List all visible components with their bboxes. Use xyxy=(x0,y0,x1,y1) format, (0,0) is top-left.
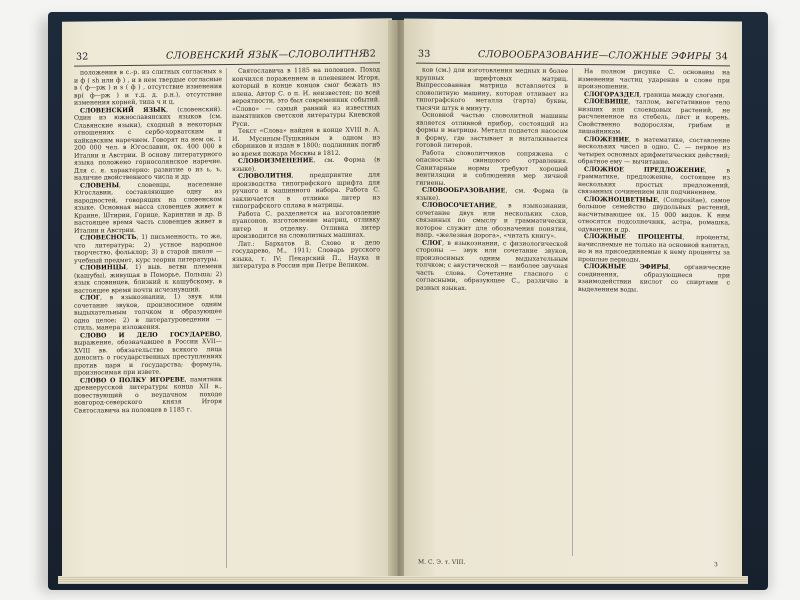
entry-text: выражение, обозначавшее в России XVII—XVIII вв. обязательство всякого лица доносить о государственных преступлениях против царя и государства; формула, произносимая при извете. xyxy=(74,338,222,377)
signature-mark: М. С. Э. т. VIII. xyxy=(418,558,466,567)
entry-headword: СЛОВЕНСКИЙ ЯЗЫК xyxy=(80,106,167,115)
entry-text: Лит.: Бархатов В. Слово и дело государево, М., 1911; Словарь русского языка, т. IV; Пекарский П., Наука и литература в России при Петре Великом. xyxy=(232,238,380,270)
entry-text: Работа С. разделяется на изготовление пуансонов, изготовление матриц, отливку литер и отделку. Отливка литер производится на словолитных машинах. xyxy=(232,208,380,240)
entry-paragraph: СЛОГ, в языкознании, с физиологической стороны — звук или сочетание звуков, произносимых одним выдыхательным толчком; с акустической — наиболее звучная часть слова. Сочетание гласного с согласными, образующее С., различно в разных языках. xyxy=(416,239,568,292)
entry-headword: СЛОЖНЫЕ ПРОЦЕНТЫ xyxy=(584,233,683,241)
left-running-head: СЛОВЕНСКИЙ ЯЗЫК—СЛОВОЛИТНЯ xyxy=(166,48,367,62)
right-column-divider xyxy=(572,68,573,556)
entry-paragraph: СЛОВОЛИТНЯ, предприятие для производства типографского шрифта для ручного и машинного набора. Работа С. заключается в отливке литер из типографского сплава в матрицы. xyxy=(232,171,380,210)
entry-text: проценты, начисляемые не только на основной капитал, но и на присоединяемые к нему проценты за прошлые периоды. xyxy=(578,234,730,264)
entry-paragraph xyxy=(578,68,730,92)
entry-paragraph xyxy=(416,67,568,113)
entry-headword: СЛОВЕНЫ xyxy=(80,181,120,190)
entry-paragraph: СЛОГ, в языкознании, 1) звук или сочетание звуков, произносимое одним выдыхательным толчком и образующее одно целое; 2) в литературоведении — стиль, манера изложения. xyxy=(74,293,222,332)
entry-headword: СЛОВОИЗМЕНЕНИЕ xyxy=(238,157,314,165)
right-page-number-inner: 33 xyxy=(418,48,431,60)
entry-text: см. Форма (в языке). xyxy=(416,187,568,202)
entry-headword: СЛОЖЕНИЕ xyxy=(584,135,630,143)
entry-headword: СЛОВО О ПОЛКУ ИГОРЕВЕ xyxy=(80,375,185,385)
entry-paragraph: СЛОЖЕНИЕ, в математике, составление нескольких чисел в одно. С. — первое из четырех основных арифметических действий; обратное ему — вычитание. xyxy=(578,135,730,166)
entry-text: Основной частью словолитной машины является отливной прибор, состоящий из формы и матрицы. Металл подается насосом в форму, где застывает и выталкивается готовой литерой. xyxy=(416,111,568,150)
entry-paragraph: СЛОЖНОЕ ПРЕДЛОЖЕНИЕ, в грамматике, предложение, состоящее из нескольких простых предложений, связанных сочинением или подчинением. xyxy=(578,165,730,197)
entry-headword: СЛОВОСОЧЕТАНИЕ xyxy=(422,201,496,210)
entry-paragraph: СЛОЖНЫЕ ПРОЦЕНТЫ, проценты, начисляемые не только на основной капитал, но и на присоединяемые к нему проценты за прошлые периоды. xyxy=(578,233,730,264)
entry-paragraph: СЛОВО И ДЕЛО ГОСУДАРЕВО, выражение, обозначавшее в России XVII—XVIII вв. обязательство всякого лица доносить о государственных преступлениях против царя и государства; формула, произносимая при извете. xyxy=(74,330,222,377)
entry-headword: СЛОГ xyxy=(80,294,101,302)
right-page-number-outer: 34 xyxy=(715,51,728,63)
entry-text: в языкознании, сочетание двух или нескольких слов, связанных по смыслу и грамматически, которое служит для обозначения понятия, напр. «железная дорога», «читать книгу». xyxy=(416,202,568,240)
entry-paragraph: СЛОВИНЦЫ, 1) выв. ветви племени (кашубы), живущая в Поморье, Польша; 2) язык словинцев, близкий к кашубскому, в настоящее время почти исчезнувший. xyxy=(74,263,222,295)
entry-text: Текст «Слова» найден в конце XVIII в. А. И. Мусиным-Пушкиным в одном из сборников и издан в 1800; подлинник погиб во время пожара Москвы в 1812. xyxy=(232,126,380,158)
entry-text: предприятие для производства типографского шрифта для ручного и машинного набора. Работа С. заключается в отливке литер из типографского сплава в матрицы. xyxy=(232,171,380,210)
entry-text: Работа словолитчиков сопряжена с опасностью свинцового отравления. Санитарные нормы требуют хорошей вентиляции и соблюдения мер личной гигиены. xyxy=(416,149,568,187)
entry-paragraph xyxy=(416,112,568,151)
entry-paragraph xyxy=(74,68,222,107)
left-column-divider xyxy=(226,68,227,568)
entry-text: см. Форма (в языке). xyxy=(232,156,380,173)
entry-paragraph: СЛОЖНЫЕ ЭФИРЫ, органические соединения, образующиеся при взаимодействии кислот со спиртами с выделением воды. xyxy=(578,263,730,294)
right-page xyxy=(404,19,742,582)
entry-text: 1) письменность, то же, что литература; 2) устное народное творчество, фольклор; 3) в старой школе — учебный предмет, курс теории литературы. xyxy=(74,233,222,265)
entry-text: органические соединения, образующиеся при взаимодействии кислот со спиртами с выделением воды. xyxy=(578,263,730,294)
entry-text: граница между слогами. xyxy=(643,91,725,99)
left-page xyxy=(62,18,392,581)
entry-paragraph xyxy=(416,149,568,188)
entry-text: На полном рисунке С. основаны на изменении частиц ударения в слове при произношении. xyxy=(578,68,730,91)
right-column-2 xyxy=(578,68,730,557)
entry-text: 1) выв. ветви племени (кашубы), живущая в Поморье, Польша; 2) язык словинцев, близкий к кашубскому, в настоящее время почти исчезнувший. xyxy=(74,263,222,295)
right-running-head: СЛОВООБРАЗОВАНИЕ—СЛОЖНЫЕ ЭФИРЫ xyxy=(478,49,712,63)
left-column-1 xyxy=(74,68,222,570)
right-column-1 xyxy=(416,67,568,556)
left-page-number-inner: 32 xyxy=(363,48,376,60)
entry-text: в языкознании, с физиологической стороны — звук или сочетание звуков, произносимых одним выдыхательным толчком; с акустической — наиболее звучная часть слова. Сочетание гласного с согласными, образующее С., различно в разных языках. xyxy=(416,239,568,292)
entry-paragraph xyxy=(232,209,380,241)
entry-paragraph: СЛОВЕНЫ, словенцы, население Югославии, составляющие одну из народностей, говорящих на словенском языке. Основная масса словенцев живет в Краине, Штирии, Горице, Каринтии и др. В настоящее время часть словенцев живет в Италии и Австрии. xyxy=(74,180,222,235)
entry-paragraph xyxy=(232,66,380,128)
left-running-head-row xyxy=(76,48,376,63)
entry-text: таллом, вегетативное тело низших или слоевцовых растений, не расчлененное на стебель, лист и корень. Свойственно водорослям, грибам и лишайникам. xyxy=(578,98,730,136)
entry-headword: СЛОГ xyxy=(422,239,443,247)
right-head-rule xyxy=(416,63,730,67)
entry-paragraph: СЛОЖНОЦВЕТНЫЕ, (Compositae), самое большое семейство двудольных растений, насчитывающее ок. 15 000 видов. К ним относятся подсолнечник, астра, ромашка, одуванчик и др. xyxy=(578,195,730,234)
entry-text: в математике, составление нескольких чисел в одно. С. — первое из четырех основных арифметических действий; обратное ему — вычитание. xyxy=(578,136,730,166)
entry-text: положения в с.-р. из слитных согласных s и ф ( sh или ф ) , и в нем твердые согласные в ( ф—рж ) и s ( ф ) , отсутствие изменения вр( ф—рж ) и т.д. д. р.н.), отсутствие изменения корней, типа ч и ц. xyxy=(74,68,222,107)
entry-text: (Compositae), самое большое семейство двудольных растений, насчитывающее ок. 15 000 видов. К ним относятся подсолнечник, астра, ромашка, одуванчик и др. xyxy=(578,196,730,234)
entry-paragraph: СЛОВООБРАЗОВАНИЕ, см. Форма (в языке). xyxy=(416,186,568,202)
entry-paragraph: СЛОВЕНСКИЙ ЯЗЫК, (словенский). Один из южнославянских языков (см. Славянские языки), сходный в некоторых отношениях с сербо-хорватским и кайкавским наречием. Говорят на нем ок. 1 200 000 чел. в Югославии, ок. 400 000 в Италии и Австрии. В основу литературного языка положено горносолянское наречие. Для с. я. характерно: развитие о из ь, ъ, наличие двойственного числа и др. xyxy=(74,105,222,182)
entry-paragraph: СЛОВО О ПОЛКУ ИГОРЕВЕ, памятник древнерусской литературы конца XII в., повествующий о неудачном походе новгород-северского князя Игоря Святославича на половцев в 1185 г. xyxy=(74,375,222,415)
left-column-2 xyxy=(232,66,380,568)
entry-headword: СЛОЕВИЩЕ xyxy=(584,98,629,106)
entry-headword: СЛОВЕСНОСТЬ xyxy=(80,233,137,242)
right-running-head-row xyxy=(418,48,728,63)
entry-headword: СЛОГОРАЗДЕЛ xyxy=(584,90,640,99)
entry-paragraph: СЛОВОИЗМЕНЕНИЕ, см. Форма (в языке). xyxy=(232,156,380,173)
left-page-number-outer: 32 xyxy=(76,51,89,63)
entry-text: Святославича в 1185 на половцев. Поход кончился поражением и пленением Игоря, который в конце концов смог бежать из плена. Автор С. о п. И. неизвестен; по всей вероятности, это был современник событий. «Слово» — самый ранний из известных памятников светской литературы Киевской Руси. xyxy=(232,66,380,128)
entry-paragraph xyxy=(232,126,380,158)
entry-paragraph xyxy=(232,239,380,271)
entry-text: ков (см.) для изготовления медных и более крупных шрифтовых матриц. Выпрессованная матрица вставляется в словолитную машину, которая отливает из типографского металла (гарта) буквы, тысячи штук в минуту. xyxy=(416,66,568,112)
entry-text: в языкознании, 1) звук или сочетание звуков, произносимое одним выдыхательным толчком и образующее одно целое; 2) в литературоведении — стиль, манера изложения. xyxy=(74,293,222,332)
entry-headword: СЛОВОЛИТНЯ xyxy=(238,172,292,180)
entry-paragraph: СЛОЕВИЩЕ, таллом, вегетативное тело низших или слоевцовых растений, не расчлененное на стебель, лист и корень. Свойственно водорослям, грибам и лишайникам. xyxy=(578,98,730,136)
entry-text: словенцы, население Югославии, составляющие одну из народностей, говорящих на словенском языке. Основная масса словенцев живет в Краине, Штирии, Горице, Каринтии и др. В настоящее время часть словенцев живет в Италии и Австрии. xyxy=(74,180,222,235)
entry-headword: СЛОЖНОЕ ПРЕДЛОЖЕНИЕ xyxy=(584,165,705,174)
entry-headword: СЛОЖНОЦВЕТНЫЕ xyxy=(584,195,658,204)
entry-text: памятник древнерусской литературы конца XII в., повествующий о неудачном походе новгород-северского князя Игоря Святославича на половцев в 1185 г. xyxy=(74,375,222,415)
entry-headword: СЛОВИНЦЫ xyxy=(80,264,127,272)
entry-headword: СЛОЖНЫЕ ЭФИРЫ xyxy=(584,263,669,271)
entry-paragraph: СЛОГОРАЗДЕЛ, граница между слогами. xyxy=(584,90,725,99)
entry-text: в грамматике, предложение, состоящее из нескольких простых предложений, связанных сочинением или подчинением. xyxy=(578,166,730,197)
entry-paragraph: СЛОВОСОЧЕТАНИЕ, в языкознании, сочетание двух или нескольких слов, связанных по смыслу и грамматически, которое служит для обозначения понятия, напр. «железная дорога», «читать книгу». xyxy=(416,201,568,240)
entry-text: (словенский). Один из южнославянских языков (см. Славянские языки), сходный в некоторых отношениях с сербо-хорватским и кайкавским наречием. Говорят на нем ок. 1 200 000 чел. в Югославии, ок. 400 000 в Италии и Австрии. В основу литературного языка положено горносолянское наречие. Для с. я. характерно: развитие о из ь, ъ, наличие двойственного числа и др. xyxy=(74,105,222,182)
entry-headword: СЛОВО И ДЕЛО ГОСУДАРЕВО xyxy=(80,330,221,340)
entry-headword: СЛОВООБРАЗОВАНИЕ xyxy=(422,186,506,195)
sheet-number: 3 xyxy=(714,561,718,569)
entry-paragraph: СЛОВЕСНОСТЬ, 1) письменность, то же, что литература; 2) устное народное творчество, фольклор; 3) в старой школе — учебный предмет, курс теории литературы. xyxy=(74,233,222,265)
page-edges xyxy=(58,576,748,584)
